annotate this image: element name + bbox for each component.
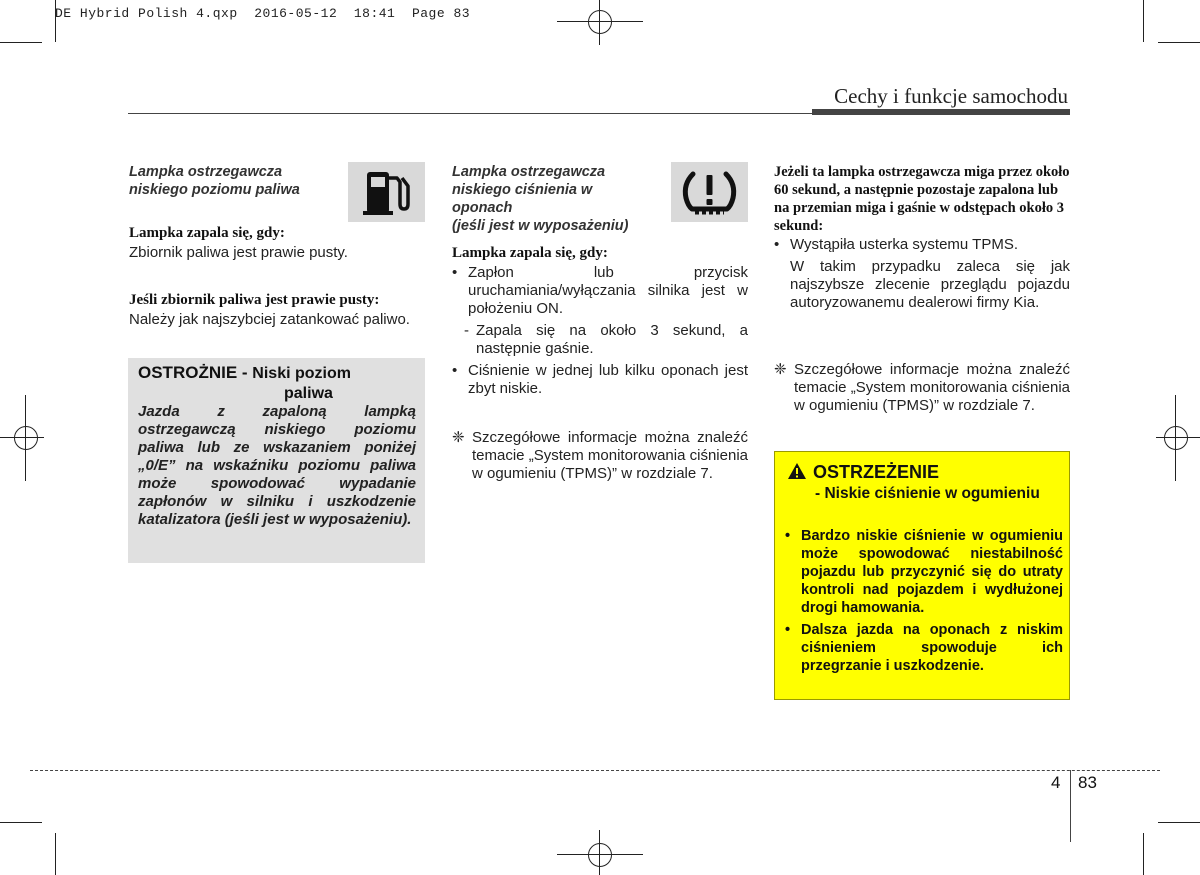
caution-title: OSTROŻNIE - Niski poziom paliwa: [138, 363, 351, 402]
footer-rule: [30, 770, 1160, 771]
file-header: DE Hybrid Polish 4.qxp 2016-05-12 18:41 Page 83: [55, 6, 471, 21]
fuel-if-empty-text: Należy jak najszybciej zatankować paliwo.: [129, 311, 410, 328]
warning-box: [774, 451, 1070, 700]
caution-body: Jazda z zapaloną lampką ostrzegawczą niskiego poziomu paliwa lub ze wskazaniem poniżej „0/E” na wskaźniku poziomu paliwa może spowodować wypadanie zapłonów w silniku i uszkodzenie katalizatora (jeśli jest w wyposażeniu).: [138, 403, 416, 528]
page-number: 83: [1078, 773, 1097, 792]
tpms-note-2: ❈ Szczegółowe informacje można znaleźć temacie „System monitorowania ciśnienia w ogumieniu (TPMS)” w rozdziale 7.: [774, 361, 1070, 414]
warning-title: OSTRZEŻENIE: [787, 462, 1059, 482]
warning-list: [785, 527, 1063, 675]
tpms-warning-heading: Lampka ostrzegawcza niskiego ciśnienia w oponach (jeśli jest w wyposażeniu): [452, 164, 629, 234]
warning-triangle-icon: [787, 462, 807, 480]
fuel-lights-when-label: Lampka zapala się, gdy:: [129, 225, 285, 241]
list-item: • Bardzo niskie ciśnienie w ogumieniu może spowodować niestabilność pojazdu lub przyczynić się do utraty kontroli nad pojazdem i wydłużonej drogi hamowania.: [785, 528, 1063, 616]
list-item-detail: W takim przypadku zaleca się jak najszybsze zlecenie przeglądu pojazdu autoryzowanemu dealerowi firmy Kia.: [790, 258, 1070, 311]
list-item: - Zapala się na około 3 sekund, a następnie gaśnie.: [464, 322, 748, 357]
fuel-if-empty-label: Jeśli zbiornik paliwa jest prawie pusty:: [129, 292, 380, 308]
header-rule: [128, 113, 812, 114]
list-item: • Dalsza jazda na oponach z niskim ciśnieniem spowoduje ich przegrzanie i uszkodzenie.: [785, 622, 1063, 674]
tpms-conditions-list: [452, 264, 748, 398]
caution-box: [128, 358, 425, 563]
header-rule-accent: [812, 109, 1070, 115]
tpms-blink-heading: Jeżeli ta lampka ostrzegawcza miga przez około 60 sekund, a następnie pozostaje zapalona lub na przemian miga i gaśnie w odstępach około 3 sekund:: [774, 164, 1070, 234]
tpms-lights-when-label: Lampka zapala się, gdy:: [452, 245, 608, 261]
warning-subtitle: - Niskie ciśnienie w ogumieniu: [815, 485, 1040, 502]
section-title: Cechy i funkcje samochodu: [834, 84, 1068, 108]
tpms-malfunction-list: [774, 236, 1070, 312]
fuel-lights-when-text: Zbiornik paliwa jest prawie pusty.: [129, 244, 348, 261]
page-number-separator: [1070, 770, 1071, 842]
tire-pressure-warning-icon: [671, 162, 748, 222]
fuel-pump-icon: [348, 162, 425, 222]
chapter-number: 4: [1051, 773, 1061, 792]
list-item: • Ciśnienie w jednej lub kilku oponach jest zbyt niskie.: [452, 362, 748, 397]
list-item: • Zapłon lub przycisk uruchamiania/wyłączania silnika jest w położeniu ON.: [452, 264, 748, 317]
tpms-note: ❈ Szczegółowe informacje można znaleźć temacie „System monitorowania ciśnienia w ogumieniu (TPMS)” w rozdziale 7.: [452, 429, 748, 482]
list-item: • Wystąpiła usterka systemu TPMS.: [774, 236, 1018, 253]
fuel-warning-heading: Lampka ostrzegawcza niskiego poziomu paliwa: [129, 164, 300, 198]
